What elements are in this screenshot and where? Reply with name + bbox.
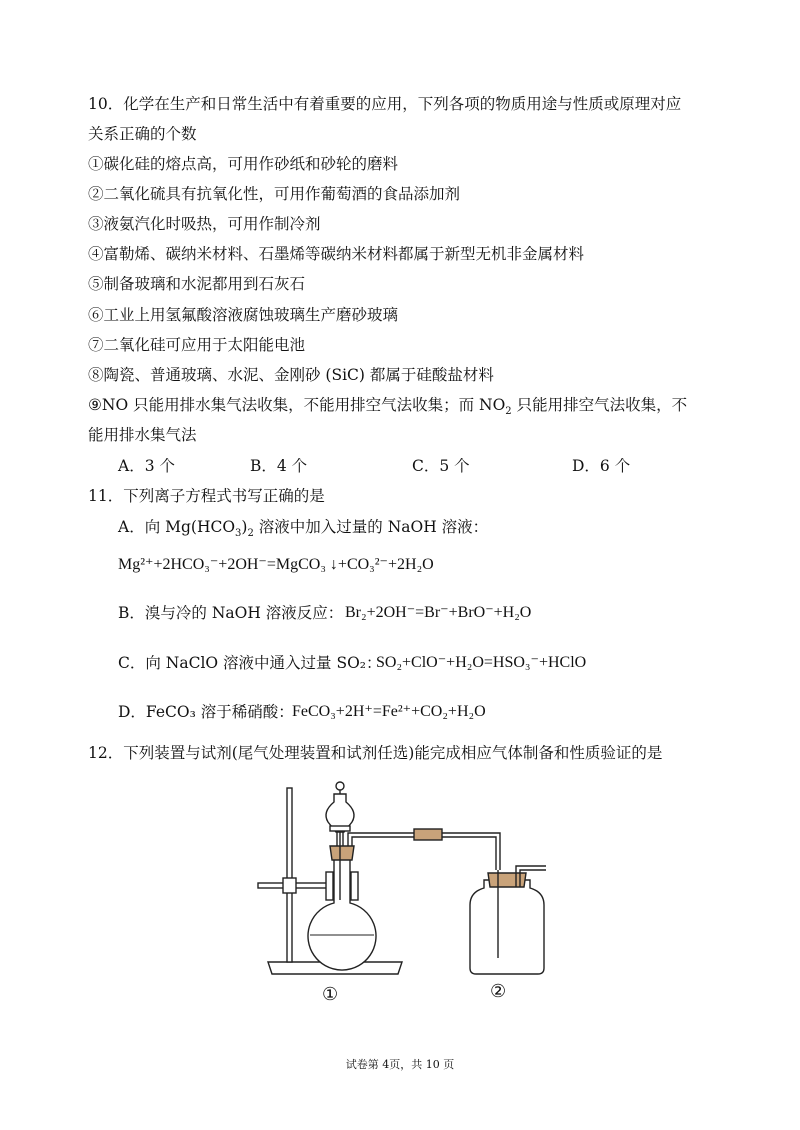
q11-option-a-equation: Mg²⁺+2HCO₃⁻+2OH⁻=MgCO₃ ↓+CO₃²⁻+2H₂O [118,556,434,573]
clamp-jaw-left [326,872,333,900]
stand-rod [287,788,292,962]
flask-stopper [330,846,354,860]
round-flask [308,858,376,970]
q11-option-b-label: B．溴与冷的 NaOH 溶液反应： [118,604,344,622]
q10-item-7: ⑦二氧化硅可应用于太阳能电池 [88,336,306,354]
q10-option-a: A．3 个 [118,457,175,475]
q10-item-9-line2: 能用排水集气法 [88,426,197,444]
q12-stem: 12．下列装置与试剂(尾气处理装置和试剂任选)能完成相应气体制备和性质验证的是 [88,744,663,762]
clamp-holder [283,878,296,893]
q11-option-b-equation: Br₂+2OH⁻=Br⁻+BrO⁻+H₂O [345,604,532,621]
q10-item-6: ⑥工业上用氢氟酸溶液腐蚀玻璃生产磨砂玻璃 [88,306,399,324]
q10-item-4: ④富勒烯、碳纳米材料、石墨烯等碳纳米材料都属于新型无机非金属材料 [88,245,585,263]
q10-option-c: C．5 个 [412,457,470,475]
q10-item-2: ②二氧化硫具有抗氧化性，可用作葡萄酒的食品添加剂 [88,185,461,203]
q10-item-5: ⑤制备玻璃和水泥都用到石灰石 [88,275,306,293]
q10-option-b: B．4 个 [250,457,308,475]
rubber-connector [414,829,442,840]
q10-stem-line2: 关系正确的个数 [88,125,197,143]
clamp-jaw-right [351,872,358,900]
funnel-stopcock [330,826,350,831]
q11-option-a-label: A．向 $Mg(HCO_3)_2$ 溶液中加入过量的 NaOH 溶液： [118,518,489,540]
q11-option-c-label: C．向 NaClO 溶液中通入过量 SO₂： [118,654,382,672]
q11-option-c-equation: SO₂+ClO⁻+H₂O=HSO₃⁻+HClO [376,654,587,671]
q11-option-d-equation: FeCO₃+2H⁺=Fe²⁺+CO₂+H₂O [292,703,486,720]
collection-bottle [470,880,544,974]
apparatus-label-1: ① [322,984,339,1005]
funnel-knob [336,782,344,790]
q11-option-d-label: D．FeCO₃ 溶于稀硝酸： [118,703,294,721]
q10-option-d: D．6 个 [572,457,631,475]
q10-item-9-line1: ⑨NO 只能用排水集气法收集，不能用排空气法收集；而 $NO_2$ 只能用排空气法收集，不 [88,396,688,418]
apparatus-label-2: ② [490,981,507,1002]
page-footer: 试卷第 4页，共 10 页 [345,1058,455,1071]
q10-item-1: ①碳化硅的熔点高，可用作砂纸和砂轮的磨料 [88,155,399,173]
q11-stem: 11．下列离子方程式书写正确的是 [88,487,325,505]
q10-item-8: ⑧陶瓷、普通玻璃、水泥、金刚砂 (SiC) 都属于硅酸盐材料 [88,366,494,384]
q10-stem-line1: 10．化学在生产和日常生活中有着重要的应用，下列各项的物质用途与性质或原理对应 [88,95,682,113]
q10-item-3: ③液氨汽化时吸热，可用作制冷剂 [88,215,321,233]
